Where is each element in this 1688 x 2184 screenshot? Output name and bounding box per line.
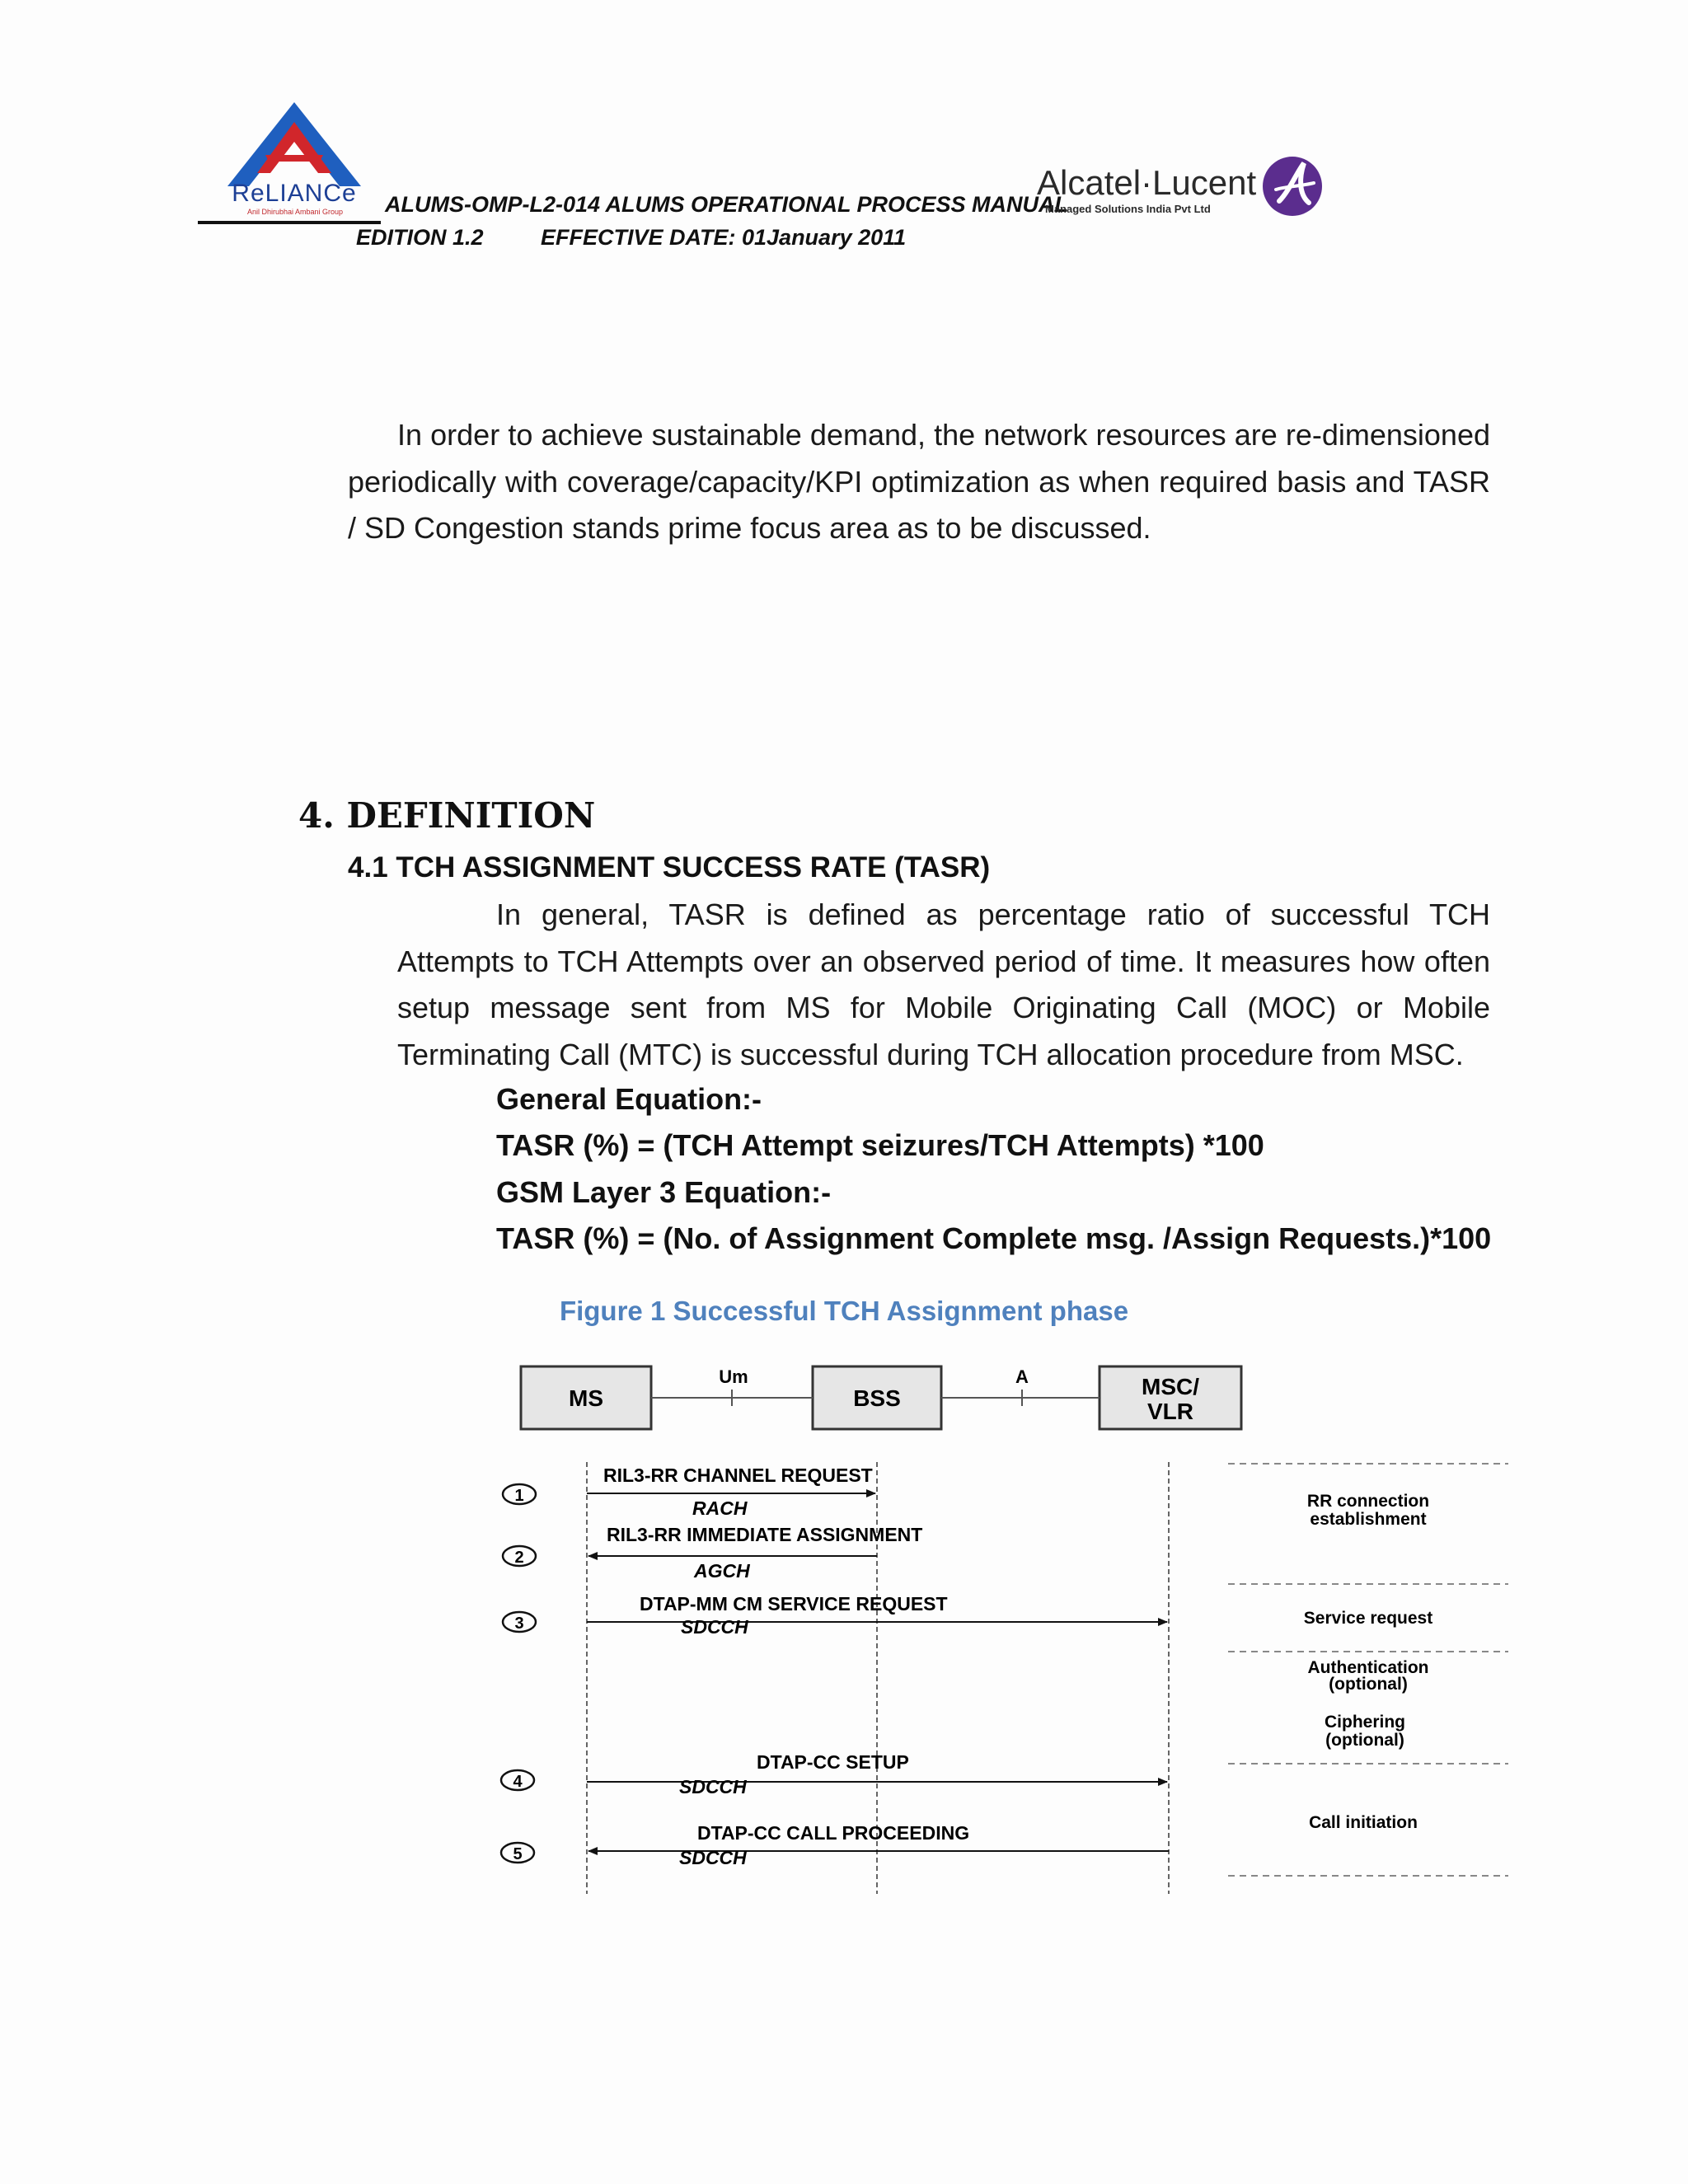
general-equation: TASR (%) = (TCH Attempt seizures/TCH Attempts) *100 [496,1128,1264,1162]
layer3-equation: TASR (%) = (No. of Assignment Complete msg. /Assign Requests.)*100 [496,1221,1492,1255]
reliance-triangle-icon [216,97,373,188]
phase-service-label: Service request [1303,1609,1433,1628]
section-title: 4. DEFINITION [298,795,596,836]
vlr-node-label: VLR [1147,1399,1193,1424]
phase-auth-label-1: Authentication [1307,1658,1429,1677]
effective-date: EFFECTIVE DATE: 01January 2011 [541,225,907,250]
step-1-message: RIL3-RR CHANNEL REQUEST [603,1465,873,1486]
step-1-number: 1 [514,1487,524,1505]
step-3-number: 3 [514,1615,524,1633]
phase-cipher-label-1: Ciphering [1325,1713,1405,1732]
tch-assignment-diagram [486,1352,1517,1912]
phase-rr-label-1: RR connection [1306,1492,1430,1511]
phase-auth-label-2: (optional) [1329,1675,1408,1694]
subsection-title: 4.1 TCH ASSIGNMENT SUCCESS RATE (TASR) [348,851,991,883]
um-interface-label: Um [719,1366,748,1387]
alcatel-logo [1261,153,1327,223]
ms-node-label: MS [569,1385,603,1411]
alcatel-logo-name: Alcatel·Lucent [1037,163,1257,202]
step-3-channel: SDCCH [681,1616,748,1638]
alcatel-swirl-icon [1261,153,1327,219]
phase-rr-label-2: establishment [1310,1510,1427,1529]
general-equation-label: General Equation:- [496,1082,762,1116]
step-4-channel: SDCCH [679,1776,747,1797]
step-5-message: DTAP-CC CALL PROCEEDING [697,1822,970,1844]
step-5-channel: SDCCH [679,1847,747,1868]
phase-cipher-label-2: (optional) [1325,1731,1404,1750]
step-5-number: 5 [513,1845,523,1863]
figure-caption: Figure 1 Successful TCH Assignment phase [559,1296,1129,1326]
a-interface-label: A [1015,1366,1029,1387]
header-rule [198,221,381,224]
intro-paragraph: In order to achieve sustainable demand, the network resources are re-dimensioned periodically with coverage/capacity/KPI optimization as when required basis and TASR / SD Congestion stands prime focus area as to be discussed. [348,418,1490,545]
bss-node-label: BSS [853,1385,901,1411]
step-4-number: 4 [513,1773,523,1791]
phase-call-init-label: Call initiation [1309,1813,1418,1832]
reliance-logo-subtitle: Anil Dhirubhai Ambani Group [246,208,344,216]
step-2-message: RIL3-RR IMMEDIATE ASSIGNMENT [607,1524,923,1545]
step-1-channel: RACH [692,1497,748,1519]
manual-title: ALUMS-OMP-L2-014 ALUMS OPERATIONAL PROCESS MANUAL [385,192,1069,217]
step-3-message: DTAP-MM CM SERVICE REQUEST [640,1593,948,1615]
alcatel-logo-subtitle: Managed Solutions India Pvt Ltd [1045,203,1211,215]
step-2-channel: AGCH [694,1560,750,1582]
definition-paragraph: In general, TASR is defined as percentage ratio of successful TCH Attempts to TCH Attempts over an observed period of time. It measures how often setup message sent from MS for Mobile Originating Call (MOC) or Mobile Terminating Call (MTC) is successful during TCH allocation procedure from MSC. [397,898,1490,1071]
edition-label: EDITION 1.2 [356,225,484,250]
layer3-equation-label: GSM Layer 3 Equation:- [496,1175,832,1209]
msc-node-label: MSC/ [1142,1374,1199,1399]
reliance-logo-name: ReLIANCe [232,180,357,207]
step-2-number: 2 [514,1549,524,1567]
step-4-message: DTAP-CC SETUP [757,1751,909,1773]
